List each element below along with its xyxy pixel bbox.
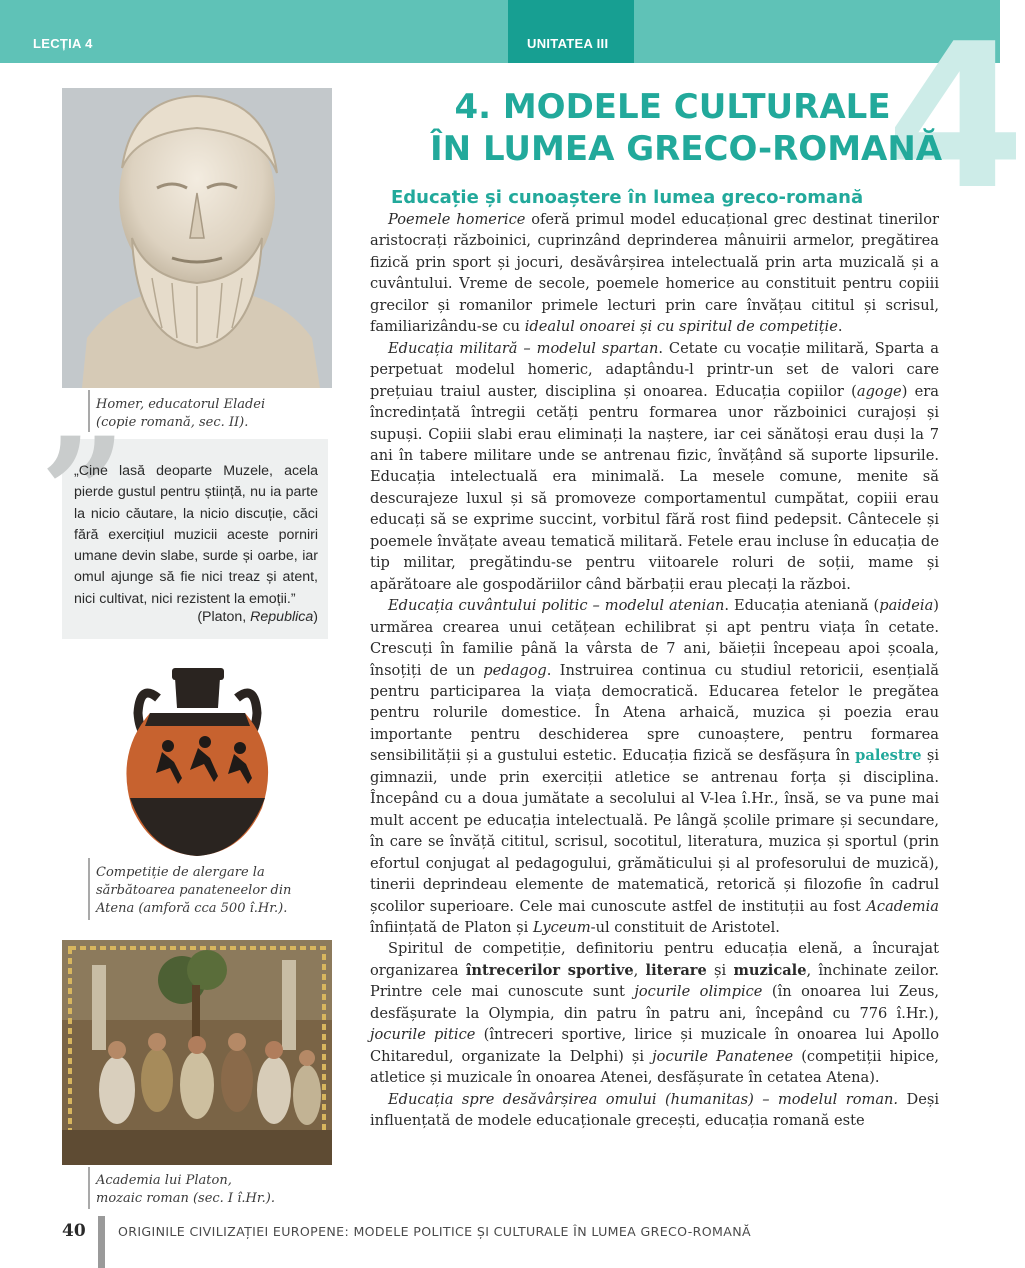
- term-paideia: paideia: [879, 597, 934, 615]
- paragraph-athenian: [370, 595, 939, 938]
- paragraph-spartan: [370, 338, 939, 595]
- amphora-caption-line-3: Atena (amforă cca 500 î.Hr.).: [96, 901, 288, 916]
- term-agoge: agoge: [856, 382, 902, 400]
- homer-caption-line-2: (copie romană, sec. II).: [96, 415, 249, 430]
- mosaic-caption-rule: [88, 1167, 90, 1209]
- text-span: . Instruirea continua cu studiul retoricii, esențială pentru participarea la viața democratică. Educarea fetelor le pregătea pentru rolurile domestice. În Atena arhaică, muzica și poezia erau importante pentru deschiderea spre cunoaștere, pentru formarea sensibilității și a gustului estetic. Educația fizică se desfășura în: [370, 661, 939, 765]
- paragraph-roman: [370, 1089, 939, 1132]
- term-modelul-atenian: Educația cuvântului politic – modelul atenian: [388, 597, 725, 615]
- term-literare: literare: [645, 961, 707, 979]
- lesson-big-number: 4: [886, 1, 1025, 234]
- text-span: și: [706, 961, 734, 979]
- quote-author-suffix: ): [313, 609, 318, 625]
- unit-label: UNITATEA III: [527, 36, 609, 51]
- running-title: ORIGINILE CIVILIZAȚIEI EUROPENE: MODELE POLITICE ȘI CULTURALE ÎN LUMEA GRECO-ROMANĂ: [118, 1224, 751, 1239]
- text-span: înființată de Platon și: [370, 918, 533, 936]
- term-modelul-roman: Educația spre desăvârșirea omului (humanitas) – modelul roman.: [388, 1090, 899, 1108]
- academy-mosaic-image: [62, 940, 332, 1165]
- term-academia: Academia: [866, 897, 939, 915]
- academy-mosaic-illustration: [62, 940, 332, 1165]
- header-bar: [0, 0, 1000, 63]
- mosaic-caption-line-1: Academia lui Platon,: [96, 1173, 232, 1188]
- text-span: Deși influențată de modele educaționale grecești, educația romană este: [370, 1090, 939, 1130]
- text-span: ) urmărea crearea unui cetățean echilibrat și apt pentru viața în cetate. Crescuți în familie până la vârsta de 7 ani, băieții începeau apoi școala, însoțiți de un: [370, 597, 939, 679]
- page-title-line-2: ÎN LUMEA GRECO-ROMANĂ: [430, 129, 943, 169]
- page-number: 40: [62, 1221, 86, 1241]
- term-lyceum: Lyceum: [532, 918, 591, 936]
- text-span: ,: [633, 961, 646, 979]
- text-span: ) era încredințată întregii cetăți pentru formarea unor războinici curajoși și supuși. Copiii slabi erau eliminați la naștere, iar cei sănătoși erau duși la 7 ani în tabere militare unde se antrenau fizic, învățând să suporte lipsurile. Educația intelectuală era minimală. La mesele comune, menite să descurajeze luxul și să promoveze comportamentul cumpătat, copiii erau educați să se exprime succint, vorbitul fără rost fiind pedepsit. Cântecele și poemele învățate aveau tematică militară. Fetele erau incluse în educația de tip militar, pregătindu-se pentru viitoarele roluri de soții, mame și apărătoare ale gospodăriilor când bărbații erau plecați la război.: [370, 382, 939, 593]
- term-muzicale: muzicale: [733, 961, 807, 979]
- term-modelul-spartan: Educația militară – modelul spartan: [388, 339, 659, 357]
- quote-mark-icon: ”: [40, 405, 127, 581]
- text-span: .: [837, 318, 843, 336]
- page-title: [430, 86, 943, 170]
- text-span: (întreceri sportive, lirice și muzicale în onoarea lui Apollo Chitaredul, organizate la Delphi) și: [370, 1026, 939, 1065]
- term-pedagog: pedagog: [483, 661, 547, 679]
- text-span: oferă primul model educațional grec destinat tinerilor aristocrați războinici, cuprinzând deprinderea mânuirii armelor, pregătirea fizică prin sport și jocuri, desăvârșirea intelectuală prin arta muzicală și a cuvântului. Vreme de secole, poemele homerice au constituit pentru copiii grecilor și romanilor primele lecturi prin care învățau cititul și scrisul, familiarizându-se cu: [370, 211, 939, 336]
- quote-author: [74, 609, 318, 625]
- amphora-caption-line-1: Competiție de alergare la: [96, 865, 265, 880]
- unit-tab-background: [508, 0, 634, 63]
- amphora-caption-rule: [88, 858, 90, 920]
- footer-divider: [98, 1216, 105, 1268]
- quote-author-work: Republica: [250, 609, 314, 625]
- homer-bust-image: [62, 88, 332, 388]
- amphora-illustration: [90, 658, 305, 858]
- text-span: . Cetate cu vocație militară, Sparta a perpetuat modelul homeric, adaptându-l printr-un set de valori care prețuiau traiul auster, disciplina și onoarea. Educația copiilor (: [370, 339, 940, 400]
- homer-caption-line-1: Homer, educatorul Eladei: [96, 397, 266, 412]
- mosaic-caption: [96, 1172, 275, 1208]
- paragraph-homeric: [370, 209, 939, 338]
- amphora-image: [90, 658, 305, 858]
- main-body-text: [370, 209, 939, 1131]
- text-span: (în onoarea lui Zeus, desfășurate la Olympia, din patru în patru ani, începând cu 776 î.Hr.),: [370, 983, 940, 1022]
- page-title-line-1: 4. MODELE CULTURALE: [454, 87, 891, 127]
- mosaic-caption-line-2: mozaic roman (sec. I î.Hr.).: [96, 1191, 275, 1206]
- paragraph-competition: [370, 938, 939, 1088]
- text-span: . Educația ateniană (: [724, 597, 880, 615]
- quote-text: „Cine lasă deoparte Muzele, acela pierde gustul pentru știință, nu ia parte la nicio căutare, la nicio discuție, căci fără exercițiul muzicii aceste porniri umane devin slabe, surde și oarbe, iar omul ajunge să fie nici treaz și atent, nici cultivat, nici rezistent la emoții.”: [74, 463, 318, 607]
- term-jocurile-pitice: jocurile pitice: [370, 1026, 476, 1044]
- text-span: , închinate zeilor. Printre cele mai cunoscute sunt: [370, 961, 939, 1001]
- term-jocurile-panatenee: jocurile Panatenee: [652, 1047, 794, 1065]
- quote-author-prefix: (Platon,: [197, 609, 251, 625]
- amphora-caption-line-2: sărbătoarea panateneelor din: [96, 883, 292, 898]
- term-jocurile-olimpice: jocurile olimpice: [634, 983, 763, 1001]
- term-poemele-homerice: Poemele homerice: [388, 211, 526, 228]
- text-span: Spiritul de competiție, definitoriu pentru educația elenă, a încurajat organizarea: [370, 940, 939, 979]
- homer-bust-illustration: [62, 88, 332, 388]
- text-span: și gimnazii, unde prin exerciții atletice se antrenau forța și disciplina. Începând cu a doua jumătate a secolului al V-lea î.Hr., însă, se va pune mai mult accent pe educația intelectuală. Pe lângă școlile primare și secundare, în care se învăță cititul, scrisul, socotitul, literatura, muzica și sportul (prin efortul conjugat al pedagogului, grămăticului și al profesorului de muzică), tinerii deprindeau elemente de matematică, retorică și filozofie în cadrul școlilor superioare. Cele mai cunoscute astfel de instituții au fost: [370, 747, 940, 915]
- glossary-link-palestre[interactable]: palestre: [855, 747, 922, 765]
- text-span: -ul constituit de Aristotel.: [590, 918, 780, 936]
- section-heading: Educație și cunoaștere în lumea greco-romană: [391, 187, 864, 208]
- term-intrecerilor-sportive: întrecerilor sportive: [465, 961, 634, 979]
- text-span: (competiții hipice, atletice și muzicale în onoarea Atenei, desfășurate în cetatea Atena).: [370, 1047, 940, 1087]
- term-idealul-onoarei: idealul onoarei și cu spiritul de competiție: [524, 318, 838, 336]
- lesson-label: LECȚIA 4: [33, 36, 93, 51]
- amphora-caption: [96, 864, 291, 918]
